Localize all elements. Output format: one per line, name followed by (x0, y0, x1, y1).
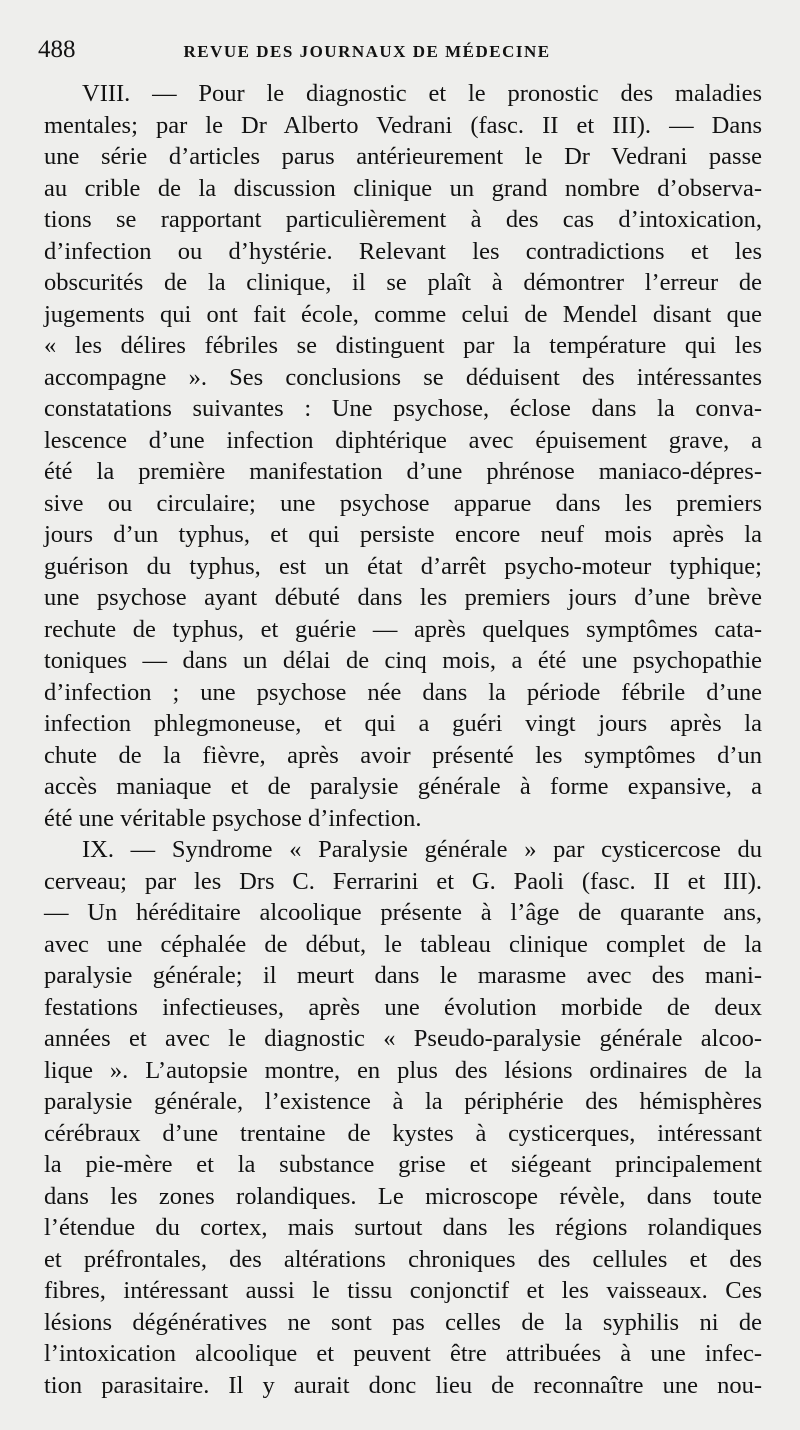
text-line: avec une céphalée de début, le tableau clinique complet de la (44, 930, 762, 958)
text-line: et préfrontales, des altérations chroniques des cellules et des (44, 1245, 762, 1273)
text-line: d’infection ou d’hystérie. Relevant les contradictions et les (44, 237, 762, 265)
text-line: constatations suivantes : Une psychose, éclose dans la conva- (44, 395, 762, 422)
text-line: chute de la fièvre, après avoir présenté les symptômes d’un (44, 741, 762, 769)
page-number: 488 (38, 36, 76, 63)
text-line: festations infectieuses, après une évolution morbide de deux (44, 993, 762, 1021)
text-line: l’intoxication alcoolique et peuvent être attribuées à une infec- (44, 1340, 762, 1367)
body-text (44, 78, 762, 1401)
text-line: « les délires fébriles se distinguent par la température qui les (44, 332, 762, 359)
text-line: sive ou circulaire; une psychose apparue dans les premiers (44, 489, 762, 517)
text-line: toniques — dans un délai de cinq mois, a été une psychopathie (44, 647, 762, 674)
text-line: lésions dégénératives ne sont pas celles de la syphilis ni de (44, 1308, 762, 1336)
text-line: l’étendue du cortex, mais surtout dans les régions rolandiques (44, 1214, 762, 1241)
text-line: une série d’articles parus antérieurement le Dr Vedrani passe (44, 143, 762, 170)
text-line: dans les zones rolandiques. Le microscope révèle, dans toute (44, 1182, 762, 1210)
text-line: tion parasitaire. Il y aurait donc lieu de reconnaître une nou- (44, 1371, 762, 1399)
text-line: une psychose ayant débuté dans les premiers jours d’une brève (44, 584, 762, 611)
text-line: infection phlegmoneuse, et qui a guéri vingt jours après la (44, 710, 762, 737)
text-line: jugements qui ont fait école, comme celui de Mendel disant que (44, 300, 762, 328)
text-line: la pie-mère et la substance grise et siégeant principalement (44, 1151, 762, 1178)
text-line: lique ». L’autopsie montre, en plus des lésions ordinaires de la (44, 1056, 762, 1084)
text-line: été la première manifestation d’une phrénose maniaco-dépres- (44, 458, 762, 485)
text-line: mentales; par le Dr Alberto Vedrani (fasc. II et III). — Dans (44, 111, 762, 139)
text-line: jours d’un typhus, et qui persiste encore neuf mois après la (44, 521, 762, 548)
text-line: au crible de la discussion clinique un grand nombre d’observa- (44, 174, 762, 202)
text-line: paralysie générale; il meurt dans le marasme avec des mani- (44, 962, 762, 989)
text-line: années et avec le diagnostic « Pseudo-paralysie générale alcoo- (44, 1025, 762, 1052)
text-line: IX. — Syndrome « Paralysie générale » par cysticercose du (82, 836, 762, 863)
running-title: REVUE DES JOURNAUX DE MÉDECINE (183, 42, 551, 61)
text-line: VIII. — Pour le diagnostic et le pronostic des maladies (82, 80, 762, 107)
text-line: été une véritable psychose d’infection. (44, 804, 422, 832)
text-line: guérison du typhus, est un état d’arrêt psycho-moteur typhique; (44, 552, 762, 580)
text-line: fibres, intéressant aussi le tissu conjonctif et les vaisseaux. Ces (44, 1277, 762, 1304)
text-line: accompagne ». Ses conclusions se déduisent des intéressantes (44, 363, 762, 391)
text-line: d’infection ; une psychose née dans la période fébrile d’une (44, 678, 762, 706)
text-line: — Un héréditaire alcoolique présente à l’âge de quarante ans, (44, 899, 762, 926)
text-line: cérébraux d’une trentaine de kystes à cysticerques, intéressant (44, 1119, 762, 1147)
text-line: paralysie générale, l’existence à la périphérie des hémisphères (44, 1088, 762, 1115)
page-header (38, 36, 640, 64)
text-line: lescence d’une infection diphtérique avec épuisement grave, a (44, 426, 762, 454)
text-line: cerveau; par les Drs C. Ferrarini et G. Paoli (fasc. II et III). (44, 867, 762, 895)
text-line: rechute de typhus, et guérie — après quelques symptômes cata- (44, 615, 762, 643)
text-line: tions se rapportant particulièrement à des cas d’intoxication, (44, 206, 762, 233)
text-line: accès maniaque et de paralysie générale à forme expansive, a (44, 773, 762, 800)
text-line: obscurités de la clinique, il se plaît à démontrer l’erreur de (44, 269, 762, 296)
